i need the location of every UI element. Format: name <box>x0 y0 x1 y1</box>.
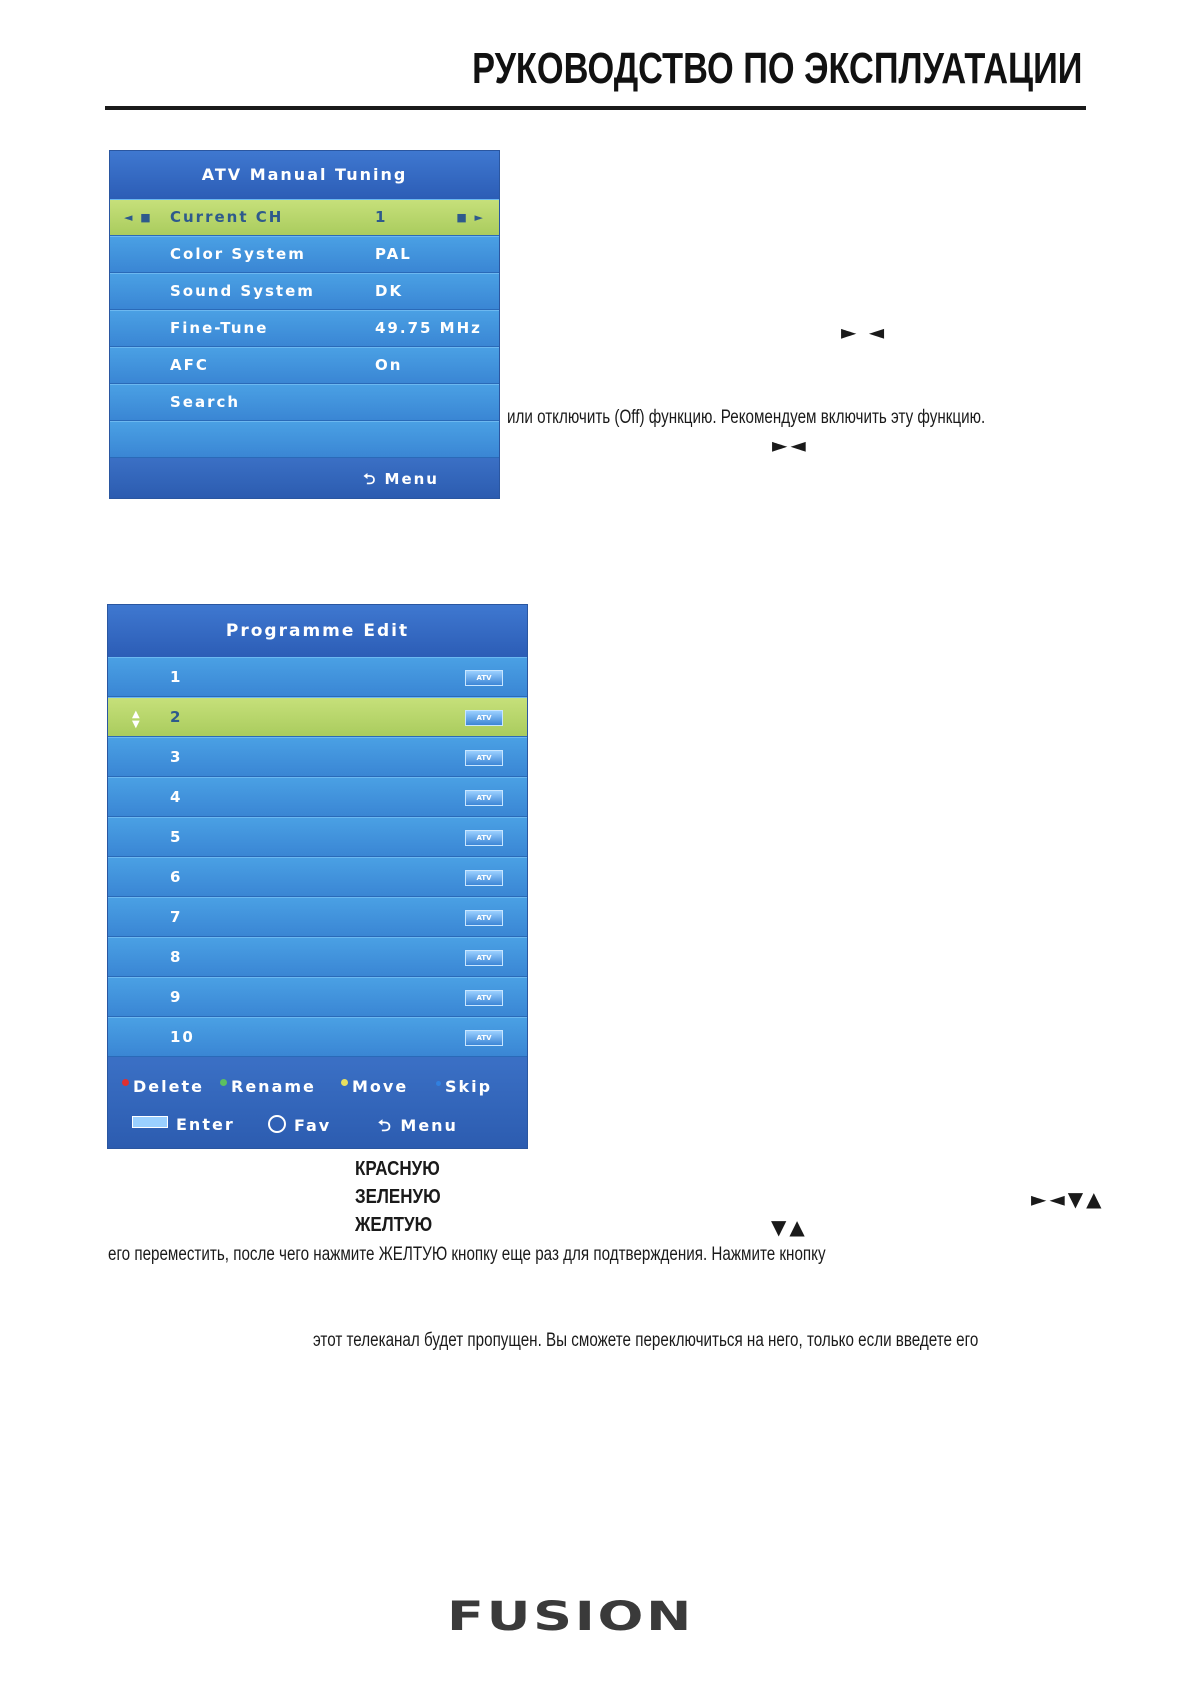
fav-icon <box>268 1115 286 1133</box>
right-arrow-icon: ■ ► <box>456 211 485 224</box>
fusion-logo: FUSION <box>447 1594 695 1640</box>
programme-menu-legend <box>108 1063 527 1148</box>
programme-row[interactable] <box>108 777 527 817</box>
legend-enter: Enter <box>132 1115 235 1134</box>
atv-row-search[interactable] <box>110 384 499 421</box>
atv-badge: ATV <box>465 950 503 966</box>
atv-menu-title: ATV Manual Tuning <box>110 151 499 199</box>
programme-number: 2 <box>170 708 183 726</box>
programme-number: 1 <box>170 668 183 686</box>
atv-row-empty <box>110 421 499 458</box>
yellow-dot-icon <box>341 1079 348 1086</box>
atv-row-label: Sound System <box>170 282 315 300</box>
legend-fav: Fav <box>268 1115 331 1135</box>
atv-row-label: Current CH <box>170 208 284 226</box>
legend-skip: Skip <box>436 1077 492 1096</box>
atv-badge: ATV <box>465 790 503 806</box>
legend-move: Move <box>341 1077 408 1096</box>
atv-row-fine-tune[interactable] <box>110 310 499 347</box>
keyword-green: ЗЕЛЕНУЮ <box>355 1186 441 1208</box>
atv-row-value: PAL <box>375 245 412 263</box>
afc-description: или отключить (Off) функцию. Рекомендуем включить эту функцию. <box>507 407 986 428</box>
arrow-keys-hint-3: ►◄▼▲ <box>1031 1187 1105 1211</box>
return-icon: ⮌ <box>363 470 378 488</box>
atv-badge: ATV <box>465 870 503 886</box>
legend-menu: ⮌ Menu <box>378 1116 458 1135</box>
programme-number: 5 <box>170 828 183 846</box>
arrow-keys-hint-2: ►◄ <box>772 433 809 457</box>
programme-number: 10 <box>170 1028 195 1046</box>
atv-badge: ATV <box>465 670 503 686</box>
red-dot-icon <box>122 1079 129 1086</box>
programme-row[interactable] <box>108 1017 527 1057</box>
programme-number: 8 <box>170 948 183 966</box>
blue-dot-icon <box>436 1081 441 1086</box>
programme-number: 3 <box>170 748 183 766</box>
programme-row[interactable] <box>108 857 527 897</box>
programme-edit-menu <box>108 605 527 1148</box>
atv-row-label: Search <box>170 393 241 411</box>
title-divider <box>105 106 1086 110</box>
atv-badge: ATV <box>465 910 503 926</box>
programme-row[interactable] <box>108 657 527 697</box>
atv-row-value: DK <box>375 282 404 300</box>
atv-row-color-system[interactable] <box>110 236 499 273</box>
left-arrow-icon: ◄ ■ <box>124 211 153 224</box>
programme-number: 7 <box>170 908 183 926</box>
programme-number: 4 <box>170 788 183 806</box>
atv-badge: ATV <box>465 710 503 726</box>
programme-row[interactable] <box>108 817 527 857</box>
atv-badge: ATV <box>465 750 503 766</box>
atv-row-current-ch[interactable] <box>110 199 499 236</box>
atv-row-afc[interactable] <box>110 347 499 384</box>
green-dot-icon <box>220 1079 227 1086</box>
atv-row-value: On <box>375 356 403 374</box>
programme-row[interactable] <box>108 737 527 777</box>
up-down-icon: ▲ ▼ <box>132 709 142 730</box>
atv-row-sound-system[interactable] <box>110 273 499 310</box>
atv-badge: ATV <box>465 990 503 1006</box>
atv-row-label: Fine-Tune <box>170 319 269 337</box>
legend-delete: Delete <box>122 1077 204 1096</box>
arrow-keys-hint-4: ▼▲ <box>771 1215 808 1239</box>
atv-badge: ATV <box>465 1030 503 1046</box>
atv-row-label: AFC <box>170 356 209 374</box>
programme-row[interactable] <box>108 977 527 1017</box>
keyword-red: КРАСНУЮ <box>355 1158 440 1180</box>
page-title: РУКОВОДСТВО ПО ЭКСПЛУАТАЦИИ <box>471 44 1082 93</box>
programme-row[interactable] <box>108 897 527 937</box>
skip-description: этот телеканал будет пропущен. Вы сможете переключиться на него, только если введете его <box>313 1330 979 1351</box>
programme-row-selected[interactable] <box>108 697 527 737</box>
atv-menu-footer <box>110 460 499 498</box>
programme-number: 9 <box>170 988 183 1006</box>
atv-row-value: 1 <box>375 208 388 226</box>
menu-hint: Menu <box>384 470 439 488</box>
arrow-keys-hint-1: ► ◄ <box>841 320 888 344</box>
move-description: его переместить, после чего нажмите ЖЕЛТУЮ кнопку еще раз для подтверждения. Нажмите кнопку <box>108 1244 826 1265</box>
atv-badge: ATV <box>465 830 503 846</box>
atv-row-label: Color System <box>170 245 306 263</box>
programme-menu-title: Programme Edit <box>108 605 527 657</box>
enter-key-icon <box>132 1116 168 1128</box>
return-icon: ⮌ <box>378 1116 401 1135</box>
legend-rename: Rename <box>220 1077 316 1096</box>
atv-manual-tuning-menu <box>110 151 499 498</box>
atv-row-value: 49.75 MHz <box>375 319 482 337</box>
keyword-yellow: ЖЕЛТУЮ <box>355 1214 433 1236</box>
programme-row[interactable] <box>108 937 527 977</box>
programme-number: 6 <box>170 868 183 886</box>
